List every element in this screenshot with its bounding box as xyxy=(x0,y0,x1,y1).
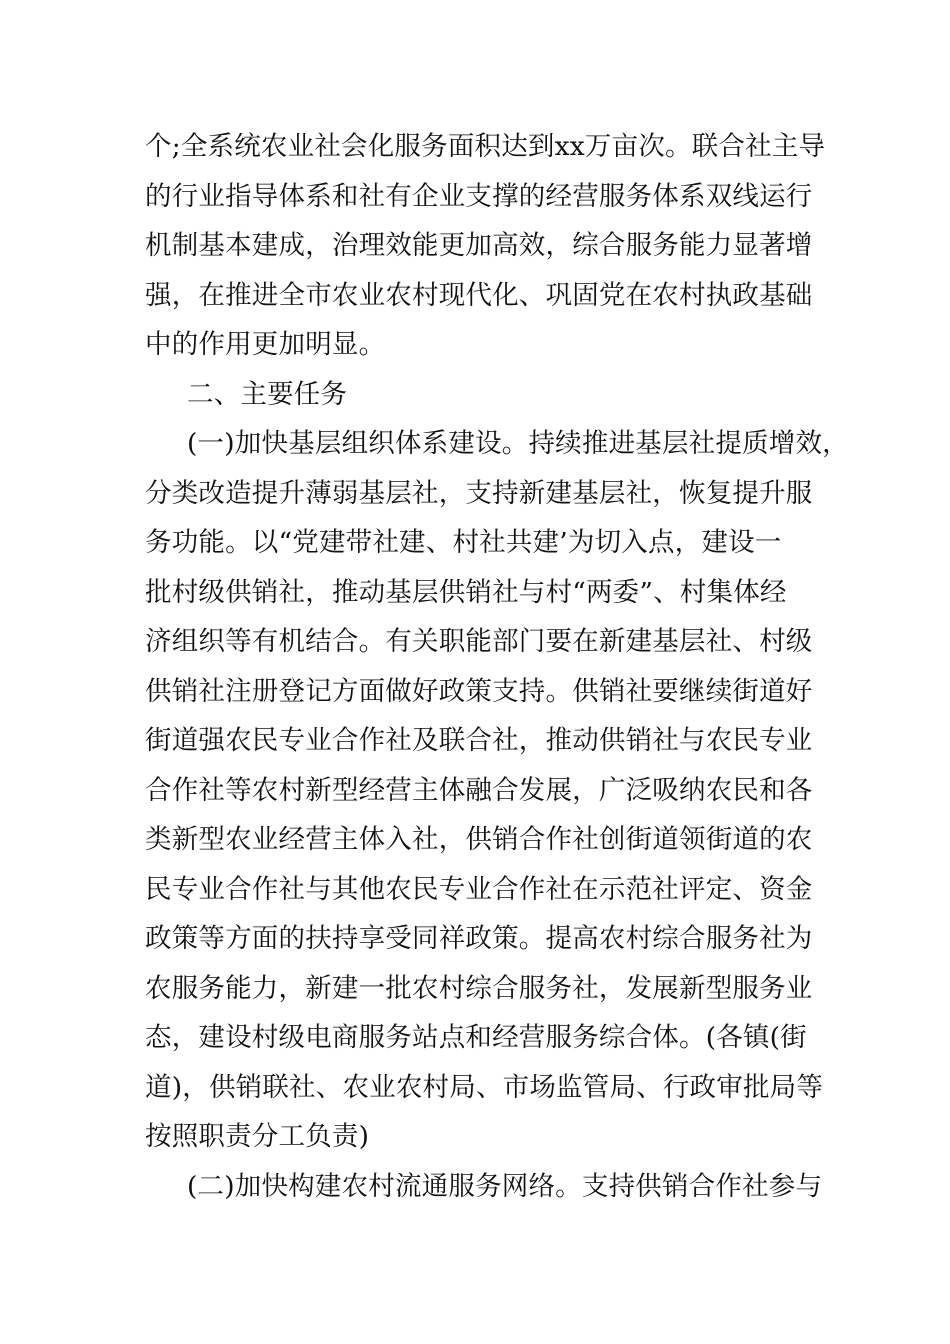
paragraph-line: 农服务能力，新建一批农村综合服务社，发展新型服务业 xyxy=(145,972,813,1004)
paragraph-line: 个;全系统农业社会化服务面积达到xx万亩次。联合社主导 xyxy=(145,131,826,162)
paragraph-line: 街道强农民专业合作社及联合社，推动供销社与农民专业 xyxy=(145,725,813,756)
paragraph-line: 民专业合作社与其他农民专业合作社在示范社评定、资金 xyxy=(145,873,813,905)
paragraph-2 xyxy=(145,419,849,1162)
paragraph-line: 政策等方面的扶持享受同祥政策。提高农村综合服务社为 xyxy=(145,923,813,954)
paragraph-line: 合作社等农村新型经营主体融合发展，广泛吸纳农民和各 xyxy=(145,774,813,806)
paragraph-line: 批村级供销社，推动基层供销社与村“两委”、村集体经 xyxy=(145,576,787,608)
paragraph-line: 务功能。以“党建带社建、村社共建’为切入点，建设一 xyxy=(145,527,782,558)
paragraph-line: 济组织等有机结合。有关职能部门要在新建基层社、村级 xyxy=(145,626,813,657)
paragraph-line: 机制基本建成，治理效能更加高效，综合服务能力显著增 xyxy=(145,230,813,261)
paragraph-line: 分类改造提升薄弱基层社，支持新建基层社，恢复提升服 xyxy=(145,477,813,509)
paragraph-line: 按照职责分工负责) xyxy=(145,1121,370,1152)
paragraph-line: 的行业指导体系和社有企业支撑的经营服务体系双线运行 xyxy=(145,180,813,212)
paragraph-line: 强，在推进全市农业农村现代化、巩固党在农村执政基础 xyxy=(145,279,813,311)
paragraph-3 xyxy=(145,1162,825,1212)
paragraph-line: 态，建设村级电商服务站点和经营服务综合体。(各镇(街 xyxy=(145,1022,807,1053)
document-body xyxy=(145,122,849,1211)
paragraph-line: (二)加快构建农村流通服务网络。支持供销合作社参与 xyxy=(187,1170,823,1202)
paragraph-line: 中的作用更加明显。 xyxy=(145,329,386,360)
section-heading: 二、主要任务 xyxy=(187,378,348,410)
paragraph-1 xyxy=(145,122,825,370)
paragraph-line: 供销社注册登记方面做好政策支持。供销社要继续街道好 xyxy=(145,675,813,707)
paragraph-line: 道)，供销联社、农业农村局、市场监管局、行政审批局等 xyxy=(145,1071,824,1103)
paragraph-line: (一)加快基层组织体系建设。持续推进基层社提质增效， xyxy=(187,428,849,459)
paragraph-line: 类新型农业经营主体入社，供销合作社创街道领街道的农 xyxy=(145,824,813,855)
